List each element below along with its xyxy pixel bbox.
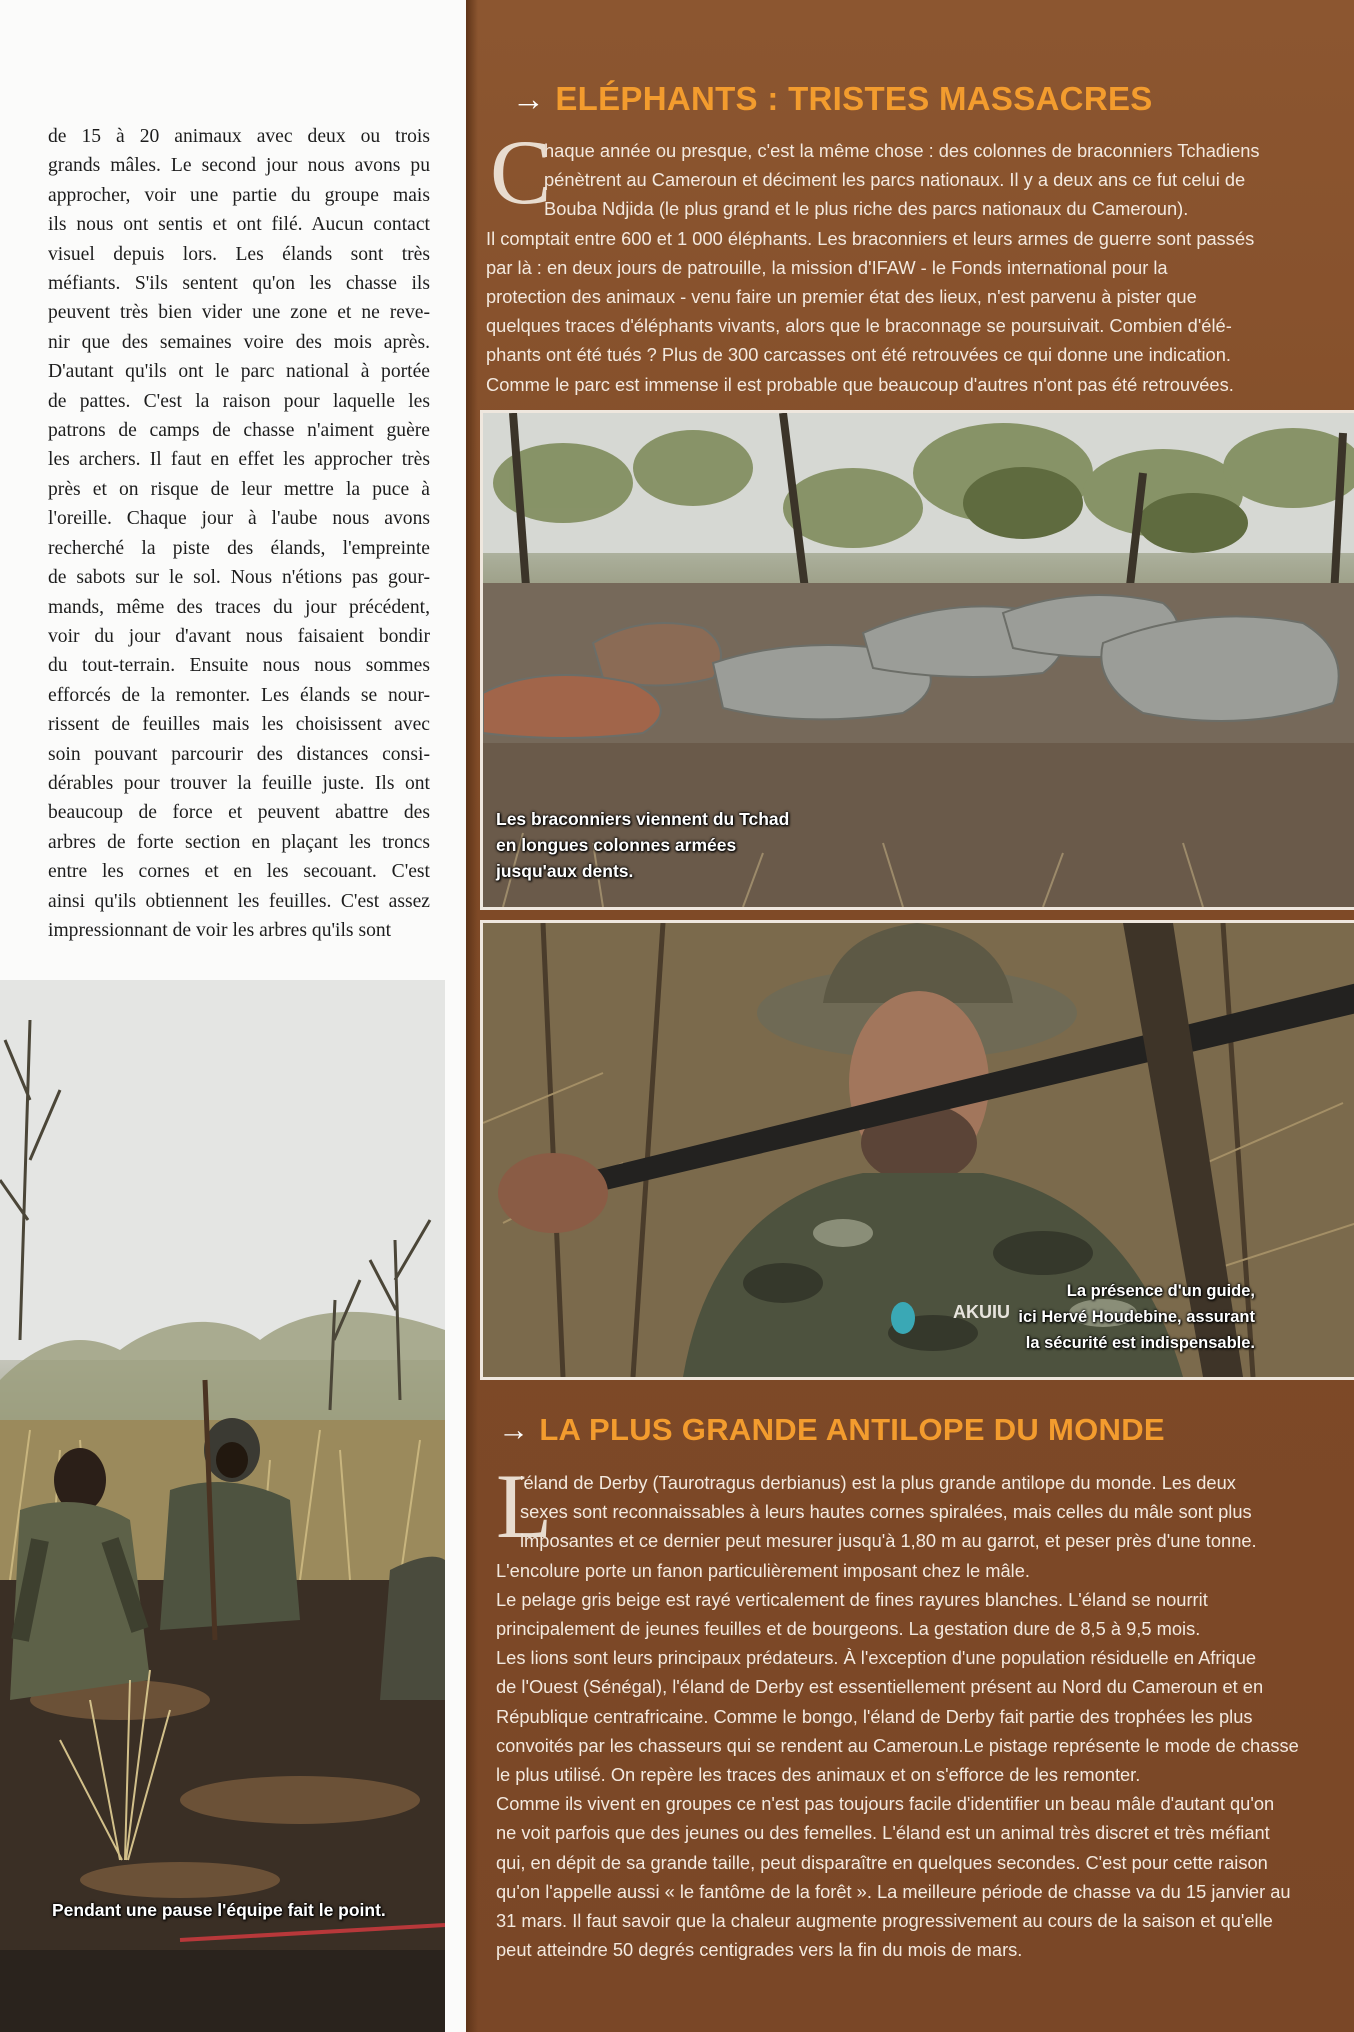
elephants-text-line: protection des animaux - venu faire un premier état des lieux, n'est parvenu à pister que [486,286,1197,308]
left-text-line: l'oreille. Chaque jour à l'aube nous avons [48,508,430,530]
antelope-text-line: peut atteindre 50 degrés centigrades vers la fin du mois de mars. [496,1939,1023,1961]
left-text-line: recherché la piste des élands, l'empreinte [48,537,430,559]
poachers-caption-line: Les braconniers viennent du Tchad [496,809,790,829]
guide-caption-line: La présence d'un guide, [1066,1282,1255,1300]
antelope-text-line: le plus utilisé. On repère les traces des animaux et on s'efforce de les remonter. [496,1764,1141,1786]
antelope-text-line: Le pelage gris beige est rayé verticalement de fines rayures blanches. L'éland se nourrit [496,1588,1208,1610]
arrow-right-icon: → [512,80,546,117]
left-text-line: visuel depuis lors. Les élands sont très [48,243,430,265]
left-text-line: dérables pour trouver la feuille juste. Ils ont [48,772,430,794]
poachers-caption-line: en longues colonnes armées [496,835,737,855]
left-text-line: patrons de camps de chasse n'aiment guère [48,420,430,442]
elephants-text-line: par là : en deux jours de patrouille, la mission d'IFAW - le Fonds international pour la [486,256,1168,278]
left-text-line: entre les cornes et en les secouant. C'est [48,861,430,883]
left-text-line: approcher, voir une partie du groupe mais [48,184,430,206]
guide-caption-line: la sécurité est indispensable. [1025,1334,1255,1352]
left-text-line: beaucoup de force et peuvent abattre des [48,802,430,824]
left-text-line: méfiants. S'ils sentent qu'on les chasse ils [48,273,430,295]
left-text-line: les archers. Il faut en effet les approcher très [48,449,430,471]
antelope-text-line: Comme ils vivent en groupes ce n'est pas toujours facile d'identifier un beau mâle d'autant qu'on [496,1793,1275,1815]
guide-caption-line: ici Hervé Houdebine, assurant [1018,1308,1255,1326]
left-text-line: de 15 à 20 animaux avec deux ou trois [48,126,430,147]
left-text-line: mands, même des traces du jour précédent, [48,596,430,618]
team-pause-caption: Pendant une pause l'équipe fait le point. [52,1900,386,1920]
left-text-line: nir que des semaines voire des mois après. [48,331,430,353]
antelope-text-line: ne voit parfois que des jeunes ou des femelles. L'éland est un animal très discret et très méfiant [496,1822,1270,1844]
team-pause-photo [0,980,445,2032]
antelope-text-line: L'encolure porte un fanon particulièrement imposant chez le mâle. [496,1559,1030,1581]
left-text-line: soin pouvant parcourir des distances consi- [48,743,430,765]
left-text-line: voir du jour d'avant nous faisaient bondir [48,625,430,647]
antelope-text-line: qui, en dépit de sa grande taille, peut disparaître en quelques secondes. C'est pour cette raison [496,1851,1268,1873]
antelope-title-text: LA PLUS GRANDE ANTILOPE DU MONDE [539,1412,1165,1447]
left-text-line: arbres de forte section en plaçant les troncs [48,831,430,853]
antelope-text [496,1468,1299,1964]
arrow-right-icon: → [498,1412,530,1447]
panel-shadow [466,0,478,2032]
antelope-text-line: de l'Ouest (Sénégal), l'éland de Derby est essentiellement présent au Nord du Cameroun et en [496,1676,1264,1698]
elephants-text-line: quelques traces d'éléphants vivants, alors que le braconnage se poursuivait. Combien d'élé- [486,315,1232,337]
antelope-text-line: Les lions sont leurs principaux prédateurs. À l'exception d'une population résiduelle en Afrique [496,1647,1257,1669]
poachers-caption [496,806,789,884]
guide-shirt-logo: AKUIU [953,1302,1010,1322]
elephants-text-line: haque année ou presque, c'est la même chose : des colonnes de braconniers Tchadiens [544,140,1260,161]
antelope-text-line: République centrafricaine. Comme le bongo, l'éland de Derby fait partie des trophées les plus [496,1705,1253,1727]
left-text-line: impressionnant de voir les arbres qu'ils sont [48,919,392,941]
elephants-text-line: pénètrent au Cameroun et déciment les parcs nationaux. Il y a deux ans ce fut celui de [544,169,1246,191]
elephants-title-text: ELÉPHANTS : TRISTES MASSACRES [555,80,1153,117]
antelope-text-line: 'éland de Derby (Taurotragus derbianus) est la plus grande antilope du monde. Les deux [520,1472,1236,1493]
elephants-text-line: Il comptait entre 600 et 1 000 éléphants. Les braconniers et leurs armes de guerre sont passés [486,227,1255,249]
elephants-text [486,136,1260,399]
left-text-line: du tout-terrain. Ensuite nous nous sommes [48,655,430,677]
left-text-line: ils nous ont sentis et ont filé. Aucun contact [48,214,430,236]
left-article-text [48,122,430,945]
left-text-line: ainsi qu'ils obtiennent les feuilles. C'est assez [48,890,430,912]
elephants-text-line: phants ont été tués ? Plus de 300 carcasses ont été retrouvées ce qui donne une indication. [486,344,1231,366]
left-text-line: peuvent très bien vider une zone et ne reve- [48,302,430,324]
elephants-text-line: Bouba Ndjida (le plus grand et le plus riche des parcs nationaux du Cameroun). [544,198,1189,220]
poachers-caption-line: jusqu'aux dents. [496,861,634,881]
antelope-text-line: imposantes et ce dernier peut mesurer jusqu'à 1,80 m au garrot, et peser près d'une tonne. [520,1530,1257,1552]
dropcap-l: L [496,1455,553,1557]
left-text-line: D'autant qu'ils ont le parc national à portée [48,361,430,383]
left-text-line: près et on risque de leur mettre la puce à [48,478,430,500]
left-text-line: efforcés de la remonter. Les élands se nour- [48,684,430,706]
guide-caption [1000,1278,1255,1356]
left-text-line: de sabots sur le sol. Nous n'étions pas gour- [48,567,430,589]
left-text-line: grands mâles. Le second jour nous avons pu [48,155,430,177]
left-text-line: de pattes. C'est la raison pour laquelle les [48,390,430,412]
antelope-section-title [498,1412,1165,1448]
antelope-text-line: principalement de jeunes feuilles et de bourgeons. La gestation dure de 8,5 à 9,5 mois. [496,1618,1201,1640]
elephants-section-title [512,80,1153,118]
elephants-text-line: Comme le parc est immense il est probable que beaucoup d'autres n'ont pas été retrouvées. [486,373,1234,395]
left-text-line: rissent de feuilles mais les choisissent avec [48,714,430,736]
antelope-text-line: 31 mars. Il faut savoir que la chaleur augmente progressivement au cours de la saison et qu'elle [496,1910,1273,1932]
antelope-text-line: qu'on l'appelle aussi « le fantôme de la forêt ». La meilleure période de chasse va du 15 janvier au [496,1880,1291,1902]
antelope-text-line: sexes sont reconnaissables à leurs hautes cornes spiralées, mais celles du mâle sont plus [520,1501,1252,1523]
dropcap-c: C [490,121,552,223]
antelope-text-line: convoités par les chasseurs qui se rendent au Cameroun.Le pistage représente le mode de chasse [496,1734,1299,1756]
